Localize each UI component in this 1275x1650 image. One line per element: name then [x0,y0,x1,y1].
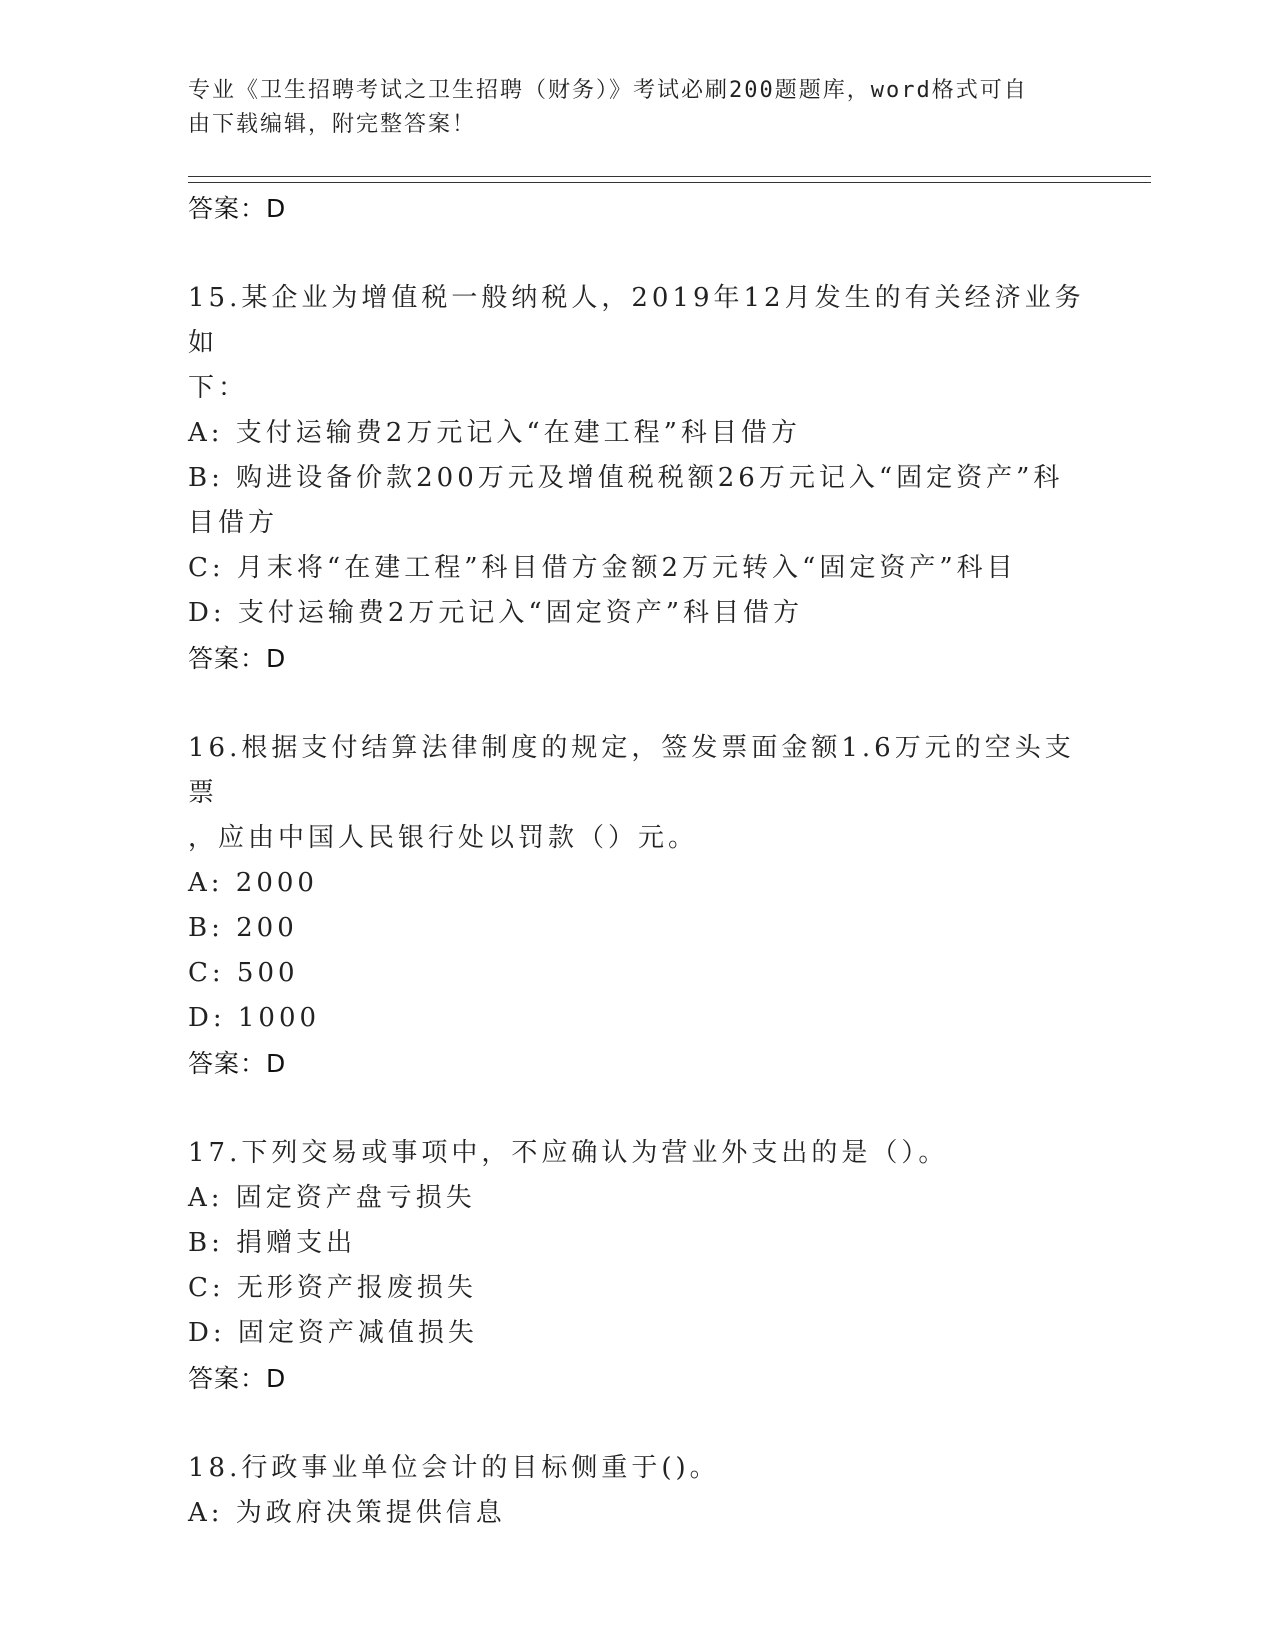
option-c: C: 无形资产报废损失 [188,1273,477,1303]
question-stem-continued: ，应由中国人民银行处以罚款（）元。 [188,823,699,853]
option-c: C: 500 [188,958,299,988]
option-c: C: 月末将“在建工程”科目借方金额2万元转入“固定资产”科目 [188,553,1017,583]
spacer [188,1402,1088,1446]
option-b: B: 购进设备价款200万元及增值税税额26万元记入“固定资产”科 [188,463,1064,493]
option-d: D: 1000 [188,1003,321,1033]
answer-line: 答案：D [188,644,287,673]
question-block [188,1446,1088,1536]
header-divider-bottom [188,182,1151,183]
option-d: D: 固定资产减值损失 [188,1318,478,1348]
option-d: D: 支付运输费2万元记入“固定资产”科目借方 [188,598,803,628]
question-block [188,1131,1088,1402]
option-a: A: 2000 [188,868,318,898]
question-block [188,726,1088,1087]
document-header [188,74,1068,142]
answer-line: 答案：D [188,194,287,223]
spacer [188,682,1088,726]
spacer [188,1087,1088,1131]
spacer [188,232,1088,276]
document-body [188,186,1088,1536]
answer-line: 答案：D [188,1364,287,1393]
option-b: B: 200 [188,913,298,943]
question-stem-continued: 下： [188,373,249,403]
question-stem: 17.下列交易或事项中，不应确认为营业外支出的是（）。 [188,1138,949,1168]
question-stem: 15.某企业为增值税一般纳税人，2019年12月发生的有关经济业务如 [188,283,1085,358]
question-stem: 18.行政事业单位会计的目标侧重于()。 [188,1453,720,1483]
option-b: B: 捐赠支出 [188,1228,357,1258]
answer-line: 答案：D [188,1049,287,1078]
option-a: A: 支付运输费2万元记入“在建工程”科目借方 [188,418,801,448]
question-block [188,276,1088,682]
option-b-continued: 目借方 [188,508,279,538]
header-divider-top [188,176,1151,177]
header-line-2: 由下载编辑，附完整答案！ [188,112,477,137]
header-line-1: 专业《卫生招聘考试之卫生招聘（财务）》考试必刷200题题库，word格式可自 [188,78,1028,103]
option-a: A: 为政府决策提供信息 [188,1498,506,1528]
option-a: A: 固定资产盘亏损失 [188,1183,476,1213]
question-stem: 16.根据支付结算法律制度的规定，签发票面金额1.6万元的空头支票 [188,733,1075,808]
